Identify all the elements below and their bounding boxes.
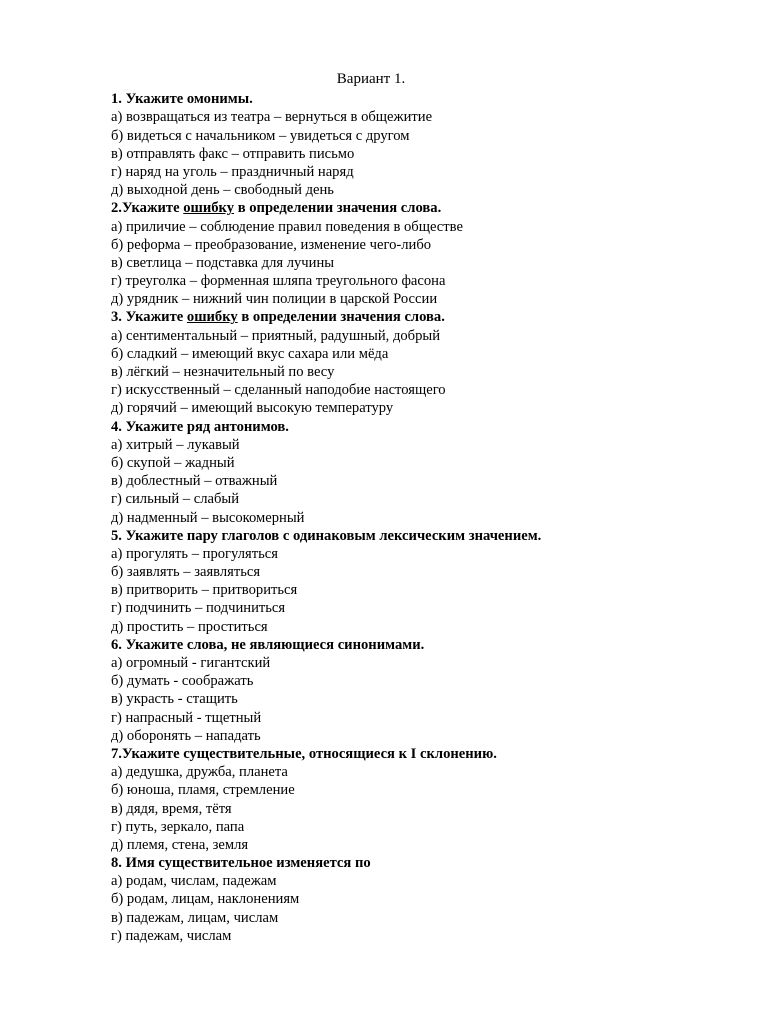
question-5-heading: 5. Укажите пару глаголов с одинаковым лексическим значением. xyxy=(111,527,542,544)
question-2-heading-end: в определении значения слова. xyxy=(234,200,442,217)
question-6-heading: 6. Укажите слова, не являющиеся синонимами. xyxy=(111,636,425,653)
question-2-option-d: д) урядник – нижний чин полиции в царской России xyxy=(111,291,438,308)
question-4-option-d: д) надменный – высокомерный xyxy=(111,509,305,526)
question-5-option-v: в) притворить – притвориться xyxy=(111,582,298,599)
question-4-option-b: б) скупой – жадный xyxy=(111,454,235,471)
question-4-heading: 4. Укажите ряд антонимов. xyxy=(111,418,289,435)
question-5-option-b: б) заявлять – заявляться xyxy=(111,564,261,581)
question-8-option-v: в) падежам, лицам, числам xyxy=(111,909,279,926)
question-8-option-g: г) падежам, числам xyxy=(111,927,232,944)
question-2-option-b: б) реформа – преобразование, изменение чего-либо xyxy=(111,236,432,253)
question-3-option-g: г) искусственный – сделанный наподобие настоящего xyxy=(111,382,446,399)
question-3-heading-emphasis: ошибку xyxy=(186,309,238,326)
question-3-heading xyxy=(111,308,671,326)
question-4-option-g: г) сильный – слабый xyxy=(111,491,240,508)
question-6-option-d: д) оборонять – нападать xyxy=(111,727,261,744)
question-3-option-d: д) горячий – имеющий высокую температуру xyxy=(111,400,394,417)
question-4-option-a: а) хитрый – лукавый xyxy=(111,436,240,453)
question-1-option-b: б) видеться с начальником – увидеться с другом xyxy=(111,127,410,144)
question-3-heading-start: 3. Укажите xyxy=(111,309,187,326)
worksheet-title: Вариант 1. xyxy=(336,71,406,87)
question-2-option-a: а) приличие – соблюдение правил поведения в обществе xyxy=(111,218,463,235)
question-6-option-v: в) украсть - стащить xyxy=(111,691,238,708)
question-6-option-g: г) напрасный - тщетный xyxy=(111,709,262,726)
question-8-heading: 8. Имя существительное изменяется по xyxy=(111,855,371,872)
question-6-option-b: б) думать - соображать xyxy=(111,673,254,690)
question-7-option-b: б) юноша, пламя, стремление xyxy=(111,782,295,799)
question-7-option-a: а) дедушка, дружба, планета xyxy=(111,764,288,781)
question-5-option-d: д) простить – проститься xyxy=(111,618,268,635)
question-3-option-a: а) сентиментальный – приятный, радушный, добрый xyxy=(111,327,441,344)
question-2-option-v: в) светлица – подставка для лучины xyxy=(111,254,335,271)
question-7-option-v: в) дядя, время, тётя xyxy=(111,800,232,817)
question-7-option-g: г) путь, зеркало, папа xyxy=(111,818,245,835)
question-8-option-b: б) родам, лицам, наклонениям xyxy=(111,891,300,908)
worksheet-page xyxy=(111,70,671,945)
question-5-option-a: а) прогулять – прогуляться xyxy=(111,545,278,562)
question-8-option-a: а) родам, числам, падежам xyxy=(111,873,277,890)
question-2-option-g: г) треуголка – форменная шляпа треугольного фасона xyxy=(111,273,446,290)
question-2-heading-start: 2.Укажите xyxy=(111,200,184,217)
question-3-option-v: в) лёгкий – незначительный по весу xyxy=(111,364,335,380)
question-1-option-g: г) наряд на уголь – праздничный наряд xyxy=(111,163,354,180)
question-5-option-g: г) подчинить – подчиниться xyxy=(111,600,286,617)
question-1-option-d: д) выходной день – свободный день xyxy=(111,182,334,199)
question-3-option-b: б) сладкий – имеющий вкус сахара или мёда xyxy=(111,345,389,362)
question-1-heading: 1. Укажите омонимы. xyxy=(111,91,253,108)
question-2-heading-emphasis: ошибку xyxy=(183,200,235,217)
question-1-option-a: а) возвращаться из театра – вернуться в общежитие xyxy=(111,109,433,126)
question-3-heading-end: в определении значения слова. xyxy=(237,309,445,326)
question-4-option-v: в) доблестный – отважный xyxy=(111,473,278,490)
question-7-option-d: д) племя, стена, земля xyxy=(111,836,249,853)
question-2-heading xyxy=(111,199,671,217)
question-7-heading: 7.Укажите существительные, относящиеся к I склонению. xyxy=(111,745,497,762)
question-6-option-a: а) огромный - гигантский xyxy=(111,655,271,671)
question-1-option-v: в) отправлять факс – отправить письмо xyxy=(111,145,355,162)
